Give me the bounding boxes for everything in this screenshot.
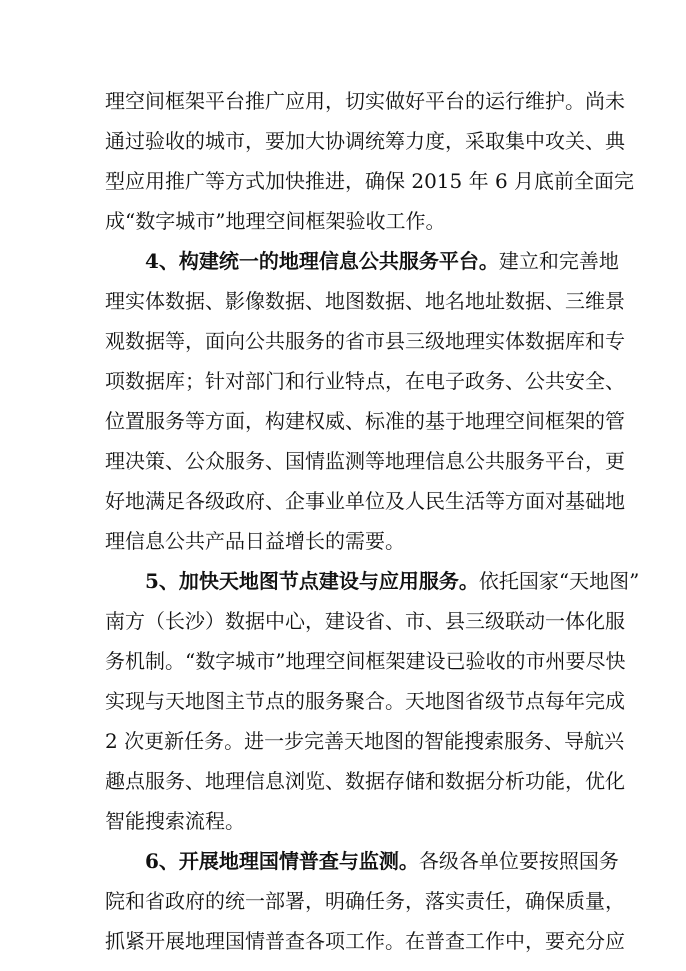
body-line: 2 次更新任务。进一步完善天地图的智能搜索服务、导航兴	[105, 729, 625, 753]
body-line: 理空间框架平台推广应用，切实做好平台的运行维护。尚未	[105, 89, 625, 113]
body-line: 项数据库；针对部门和行业特点，在电子政务、公共安全、	[105, 369, 625, 393]
body-text: 各级各单位要按照国务	[418, 849, 619, 873]
section-heading: 6、开展地理国情普查与监测。	[145, 849, 419, 873]
section-heading-line	[145, 567, 640, 595]
body-line: 南方（长沙）数据中心，建设省、市、县三级联动一体化服	[105, 609, 625, 633]
body-line: 院和省政府的统一部署，明确任务，落实责任，确保质量，	[105, 889, 625, 913]
section-heading-line	[145, 847, 619, 875]
body-line: 趣点服务、地理信息浏览、数据存储和数据分析功能，优化	[105, 769, 625, 793]
body-line: 实现与天地图主节点的服务聚合。天地图省级节点每年完成	[105, 689, 625, 713]
body-line: 智能搜索流程。	[105, 809, 245, 833]
section-heading-line	[145, 247, 619, 275]
body-line: 理决策、公众服务、国情监测等地理信息公共服务平台，更	[105, 449, 625, 473]
body-line: 抓紧开展地理国情普查各项工作。在普查工作中，要充分应	[105, 929, 625, 953]
body-line: 观数据等，面向公共服务的省市县三级地理实体数据库和专	[105, 329, 625, 353]
body-line: 位置服务等方面，构建权威、标准的基于地理空间框架的管	[105, 409, 625, 433]
body-line: 理信息公共产品日益增长的需要。	[105, 529, 405, 553]
section-heading: 4、构建统一的地理信息公共服务平台。	[145, 249, 499, 273]
body-text: 建立和完善地	[498, 249, 619, 273]
body-line: 理实体数据、影像数据、地图数据、地名地址数据、三维景	[105, 289, 625, 313]
body-text: 依托国家“天地图”	[478, 569, 640, 593]
body-line: 型应用推广等方式加快推进，确保 2015 年 6 月底前全面完	[105, 169, 635, 193]
body-line: 务机制。“数字城市”地理空间框架建设已验收的市州要尽快	[105, 649, 626, 673]
body-line: 好地满足各级政府、企事业单位及人民生活等方面对基础地	[105, 489, 625, 513]
body-line: 成“数字城市”地理空间框架验收工作。	[105, 209, 446, 233]
body-line: 通过验收的城市，要加大协调统筹力度，采取集中攻关、典	[105, 129, 625, 153]
section-heading: 5、加快天地图节点建设与应用服务。	[145, 569, 479, 593]
